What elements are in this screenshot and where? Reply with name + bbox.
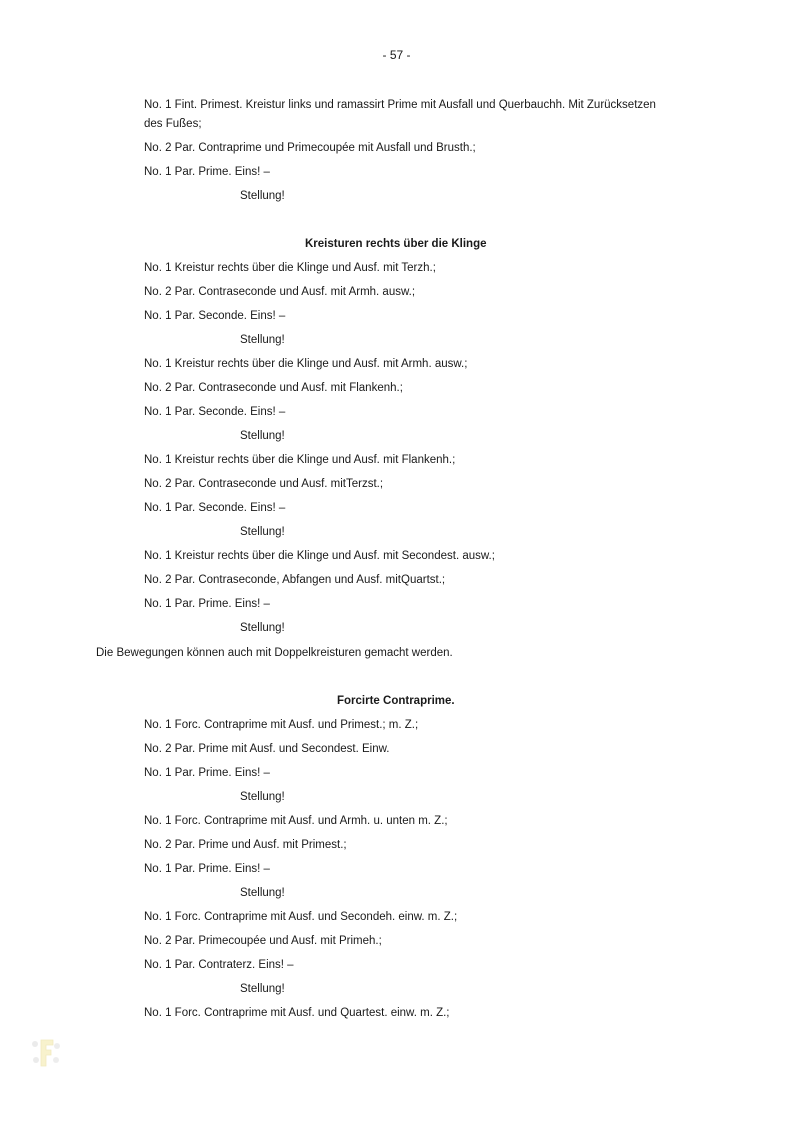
exercise-line: No. 1 Forc. Contraprime mit Ausf. und Armh. u. unten m. Z.; bbox=[144, 815, 448, 827]
command-line: Stellung! bbox=[240, 334, 285, 346]
exercise-line: No. 1 Forc. Contraprime mit Ausf. und Quartest. einw. m. Z.; bbox=[144, 1007, 450, 1019]
section-heading: Forcirte Contraprime. bbox=[337, 695, 455, 707]
exercise-line: No. 1 Par. Prime. Eins! – bbox=[144, 863, 270, 875]
command-line: Stellung! bbox=[240, 622, 285, 634]
command-line: Stellung! bbox=[240, 791, 285, 803]
section-heading: Kreisturen rechts über die Klinge bbox=[305, 238, 487, 250]
exercise-line: No. 2 Par. Primecoupée und Ausf. mit Primeh.; bbox=[144, 935, 382, 947]
exercise-line: No. 1 Kreistur rechts über die Klinge und Ausf. mit Secondest. ausw.; bbox=[144, 550, 495, 562]
exercise-line: No. 1 Par. Prime. Eins! – bbox=[144, 598, 270, 610]
exercise-line: No. 2 Par. Contraseconde und Ausf. mit Flankenh.; bbox=[144, 382, 403, 394]
exercise-line: No. 1 Kreistur rechts über die Klinge und Ausf. mit Terzh.; bbox=[144, 262, 436, 274]
command-line: Stellung! bbox=[240, 983, 285, 995]
exercise-line: des Fußes; bbox=[144, 118, 202, 130]
exercise-line: No. 2 Par. Contraseconde und Ausf. mit Armh. ausw.; bbox=[144, 286, 416, 298]
exercise-line: No. 1 Forc. Contraprime mit Ausf. und Primest.; m. Z.; bbox=[144, 719, 419, 731]
exercise-line: No. 2 Par. Contraprime und Primecoupée mit Ausfall und Brusth.; bbox=[144, 142, 476, 154]
fencing-logo-icon bbox=[30, 1036, 62, 1070]
exercise-line: No. 1 Par. Seconde. Eins! – bbox=[144, 406, 286, 418]
command-line: Stellung! bbox=[240, 887, 285, 899]
command-line: Stellung! bbox=[240, 430, 285, 442]
exercise-line: No. 1 Kreistur rechts über die Klinge und Ausf. mit Armh. ausw.; bbox=[144, 358, 468, 370]
exercise-line: No. 1 Par. Prime. Eins! – bbox=[144, 166, 270, 178]
command-line: Stellung! bbox=[240, 190, 285, 202]
exercise-line: No. 2 Par. Prime mit Ausf. und Secondest. Einw. bbox=[144, 743, 390, 755]
exercise-line: No. 1 Fint. Primest. Kreistur links und ramassirt Prime mit Ausfall und Querbauchh. Mit Zurücksetzen bbox=[144, 99, 656, 111]
exercise-line: No. 1 Par. Seconde. Eins! – bbox=[144, 310, 286, 322]
exercise-line: No. 1 Par. Seconde. Eins! – bbox=[144, 502, 286, 514]
exercise-line: No. 1 Par. Prime. Eins! – bbox=[144, 767, 270, 779]
page-number: - 57 - bbox=[382, 48, 411, 62]
exercise-line: No. 1 Forc. Contraprime mit Ausf. und Secondeh. einw. m. Z.; bbox=[144, 911, 458, 923]
exercise-line: No. 2 Par. Prime und Ausf. mit Primest.; bbox=[144, 839, 347, 851]
command-line: Stellung! bbox=[240, 526, 285, 538]
exercise-line: No. 1 Par. Contraterz. Eins! – bbox=[144, 959, 294, 971]
body-paragraph: Die Bewegungen können auch mit Doppelkreisturen gemacht werden. bbox=[96, 647, 453, 659]
exercise-line: No. 2 Par. Contraseconde und Ausf. mitTerzst.; bbox=[144, 478, 384, 490]
exercise-line: No. 2 Par. Contraseconde, Abfangen und Ausf. mitQuartst.; bbox=[144, 574, 446, 586]
exercise-line: No. 1 Kreistur rechts über die Klinge und Ausf. mit Flankenh.; bbox=[144, 454, 456, 466]
